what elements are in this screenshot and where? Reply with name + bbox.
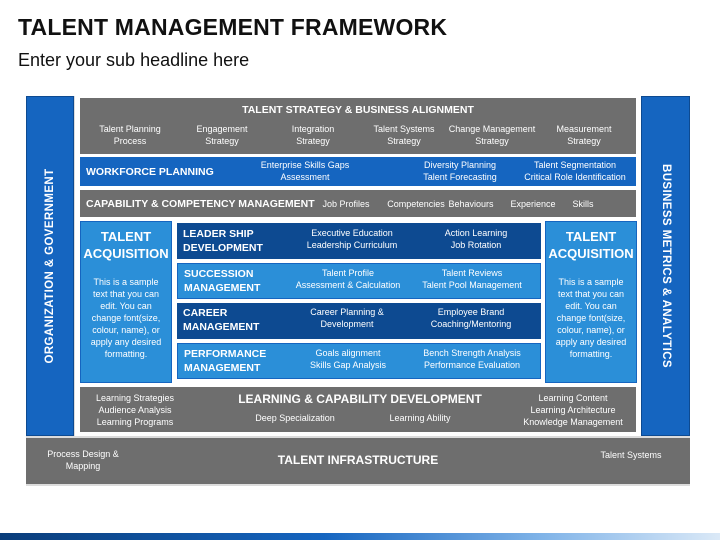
talent-acquisition-right-text: This is a sample text that you can edit. You can change font(size, colour, name), or apply any desired formatting. xyxy=(555,277,627,359)
talent-acquisition-right xyxy=(545,221,637,383)
page-subtitle: Enter your sub headline here xyxy=(18,50,250,70)
left-sidebar-label: ORGANIZATION & GOVERNMENT xyxy=(44,168,56,364)
capability-item: Skills xyxy=(572,199,594,209)
learning-left-text: Learning Strategies Audience Analysis Learning Programs xyxy=(95,393,175,427)
capability-item: Competencies xyxy=(387,199,445,209)
strategy-item: Integration Strategy xyxy=(291,124,335,146)
infrastructure-block xyxy=(26,438,690,484)
right-sidebar-label: BUSINESS METRICS & ANALYTICS xyxy=(659,164,672,368)
performance-item-a: Goals alignment Skills Gap Analysis xyxy=(309,348,387,370)
performance-label: PERFORMANCE MANAGEMENT xyxy=(184,348,267,374)
bottom-decorative-bar xyxy=(0,533,720,540)
capability-row xyxy=(80,190,636,217)
capability-item: Behaviours xyxy=(448,199,494,209)
left-sidebar xyxy=(26,96,74,436)
talent-acquisition-left-title: TALENT ACQUISITION xyxy=(83,229,169,261)
capability-label: CAPABILITY & COMPETENCY MANAGEMENT xyxy=(86,198,315,210)
workforce-item: Enterprise Skills Gaps Assessment xyxy=(260,160,350,182)
infrastructure-left-text: Process Design & Mapping xyxy=(47,449,119,471)
strategy-item: Talent Planning Process xyxy=(99,124,161,146)
strategy-block xyxy=(80,98,636,154)
workforce-item: Talent Segmentation Critical Role Identification xyxy=(524,160,626,182)
succession-item-b: Talent Reviews Talent Pool Management xyxy=(422,268,522,290)
career-row xyxy=(177,303,541,339)
learning-block xyxy=(80,387,636,432)
succession-item-a: Talent Profile Assessment & Calculation xyxy=(295,268,401,290)
right-sidebar xyxy=(641,96,690,436)
learning-title: LEARNING & CAPABILITY DEVELOPMENT xyxy=(238,392,482,406)
career-item-a: Career Planning & Development xyxy=(310,307,384,329)
strategy-item: Talent Systems Strategy xyxy=(373,124,435,146)
infrastructure-title: TALENT INFRASTRUCTURE xyxy=(277,453,439,467)
leadership-item-b: Action Learning Job Rotation xyxy=(444,228,508,250)
performance-row xyxy=(177,343,541,379)
strategy-item: Change Management Strategy xyxy=(448,124,536,146)
leadership-row xyxy=(177,223,541,259)
workforce-planning-row xyxy=(80,157,636,186)
talent-acquisition-left xyxy=(80,221,172,383)
infrastructure-right-text: Talent Systems xyxy=(600,450,662,460)
strategy-item: Engagement Strategy xyxy=(196,124,248,146)
career-label: CAREER MANAGEMENT xyxy=(183,307,260,333)
succession-row xyxy=(177,263,541,299)
career-item-b: Employee Brand Coaching/Mentoring xyxy=(430,307,512,329)
strategy-title: TALENT STRATEGY & BUSINESS ALIGNMENT xyxy=(242,104,474,116)
page-title: TALENT MANAGEMENT FRAMEWORK xyxy=(18,14,448,40)
capability-item: Experience xyxy=(510,199,556,209)
performance-item-b: Bench Strength Analysis Performance Evaluation xyxy=(423,348,521,370)
learning-center-a: Deep Specialization xyxy=(255,413,335,423)
strategy-item: Measurement Strategy xyxy=(556,124,612,146)
workforce-item: Diversity Planning Talent Forecasting xyxy=(423,160,497,182)
leadership-item-a: Executive Education Leadership Curriculum xyxy=(306,228,398,250)
learning-right-text: Learning Content Learning Architecture Knowledge Management xyxy=(523,393,623,427)
capability-item: Job Profiles xyxy=(322,199,370,209)
succession-label: SUCCESSION MANAGEMENT xyxy=(184,268,261,294)
talent-acquisition-left-text: This is a sample text that you can edit. You can change font(size, colour, name), or apply any desired formatting. xyxy=(90,277,162,359)
talent-acquisition-right-title: TALENT ACQUISITION xyxy=(548,229,634,261)
leadership-label: LEADER SHIP DEVELOPMENT xyxy=(183,228,263,254)
learning-center-b: Learning Ability xyxy=(389,413,451,423)
workforce-planning-label: WORKFORCE PLANNING xyxy=(86,166,214,178)
